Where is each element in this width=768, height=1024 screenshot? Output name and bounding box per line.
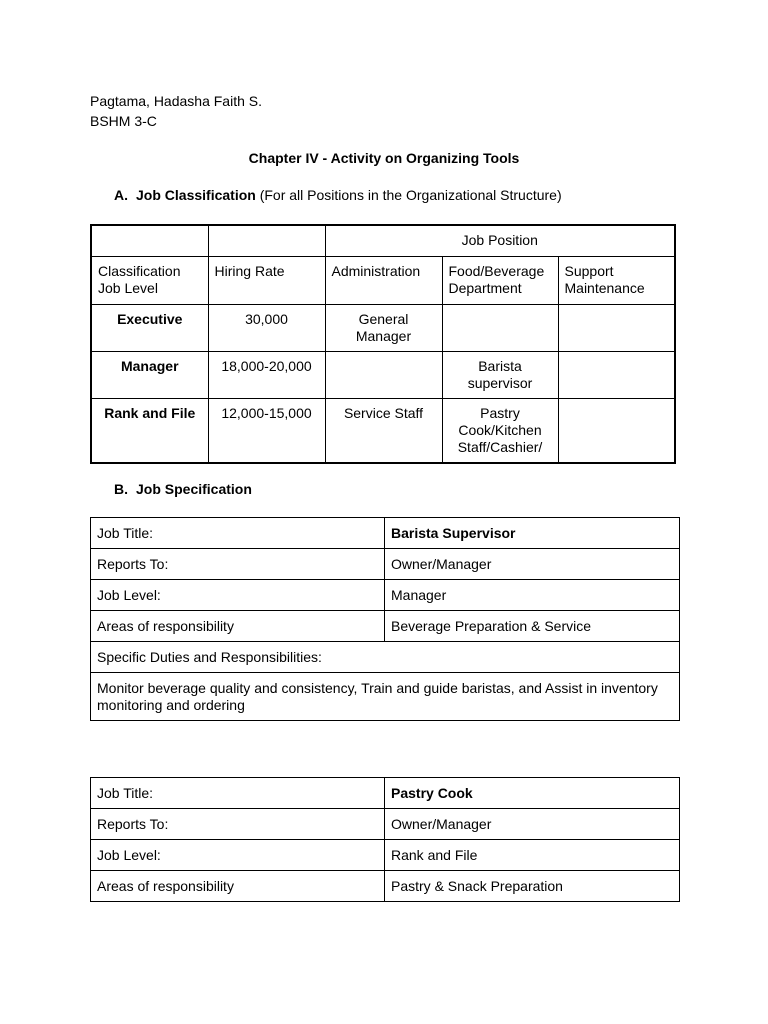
page-title: Chapter IV - Activity on Organizing Tools [248,150,520,166]
table-row [91,351,675,398]
column-header: Food/Beverage Department [442,256,558,304]
table-cell: 12,000-15,000 [208,398,325,463]
areas-value: Pastry & Snack Preparation [385,871,680,902]
table-row [91,304,675,351]
job-level-label: Job Level: [91,840,385,871]
table-cell: 18,000-20,000 [208,351,325,398]
table-row [91,673,680,721]
job-title-value: Barista Supervisor [385,518,680,549]
column-header: Support Maintenance [558,256,675,304]
table-cell [558,304,675,351]
job-title-label: Job Title: [91,518,385,549]
areas-value: Beverage Preparation & Service [385,611,680,642]
table-cell: Barista supervisor [442,351,558,398]
job-level-value: Rank and File [385,840,680,871]
table-row [91,256,675,304]
table-row [91,225,675,256]
section-a-heading [114,186,562,204]
areas-label: Areas of responsibility [91,611,385,642]
row-header: Executive [91,304,208,351]
section-b-letter: B. [114,481,128,497]
table-row [91,580,680,611]
section-a-letter: A. [114,187,128,203]
table-row [91,840,680,871]
section-b-title: Job Specification [136,481,252,497]
table-row [91,611,680,642]
table-row [91,871,680,902]
table-row [91,778,680,809]
job-spec-table-barista [90,517,680,721]
reports-to-label: Reports To: [91,549,385,580]
reports-to-value: Owner/Manager [385,549,680,580]
table-cell: General Manager [325,304,442,351]
job-title-label: Job Title: [91,778,385,809]
job-spec-table-pastry [90,777,680,902]
table-cell [91,225,208,256]
job-level-value: Manager [385,580,680,611]
section-a-title: Job Classification [136,187,256,203]
table-cell: Service Staff [325,398,442,463]
table-cell [558,398,675,463]
table-cell [325,351,442,398]
job-position-header: Job Position [325,225,675,256]
table-cell [442,304,558,351]
student-name: Pagtama, Hadasha Faith S. [90,93,262,109]
duties-label: Specific Duties and Responsibilities: [91,642,680,673]
job-classification-table [90,224,676,464]
row-header: Manager [91,351,208,398]
table-row [91,549,680,580]
table-row [91,642,680,673]
table-row [91,809,680,840]
section-a-subtitle: (For all Positions in the Organizational Structure) [255,187,562,203]
column-header: Classification Job Level [91,256,208,304]
table-cell [208,225,325,256]
section-b-heading [114,480,252,498]
row-header: Rank and File [91,398,208,463]
table-row [91,518,680,549]
duties-value: Monitor beverage quality and consistency, Train and guide baristas, and Assist in inventory monitoring and ordering [91,673,680,721]
column-header: Hiring Rate [208,256,325,304]
areas-label: Areas of responsibility [91,871,385,902]
column-header: Administration [325,256,442,304]
table-cell: Pastry Cook/Kitchen Staff/Cashier/ [442,398,558,463]
reports-to-label: Reports To: [91,809,385,840]
table-row [91,398,675,463]
job-title-value: Pastry Cook [385,778,680,809]
table-cell: 30,000 [208,304,325,351]
table-cell [558,351,675,398]
student-section: BSHM 3-C [90,113,157,129]
job-level-label: Job Level: [91,580,385,611]
reports-to-value: Owner/Manager [385,809,680,840]
